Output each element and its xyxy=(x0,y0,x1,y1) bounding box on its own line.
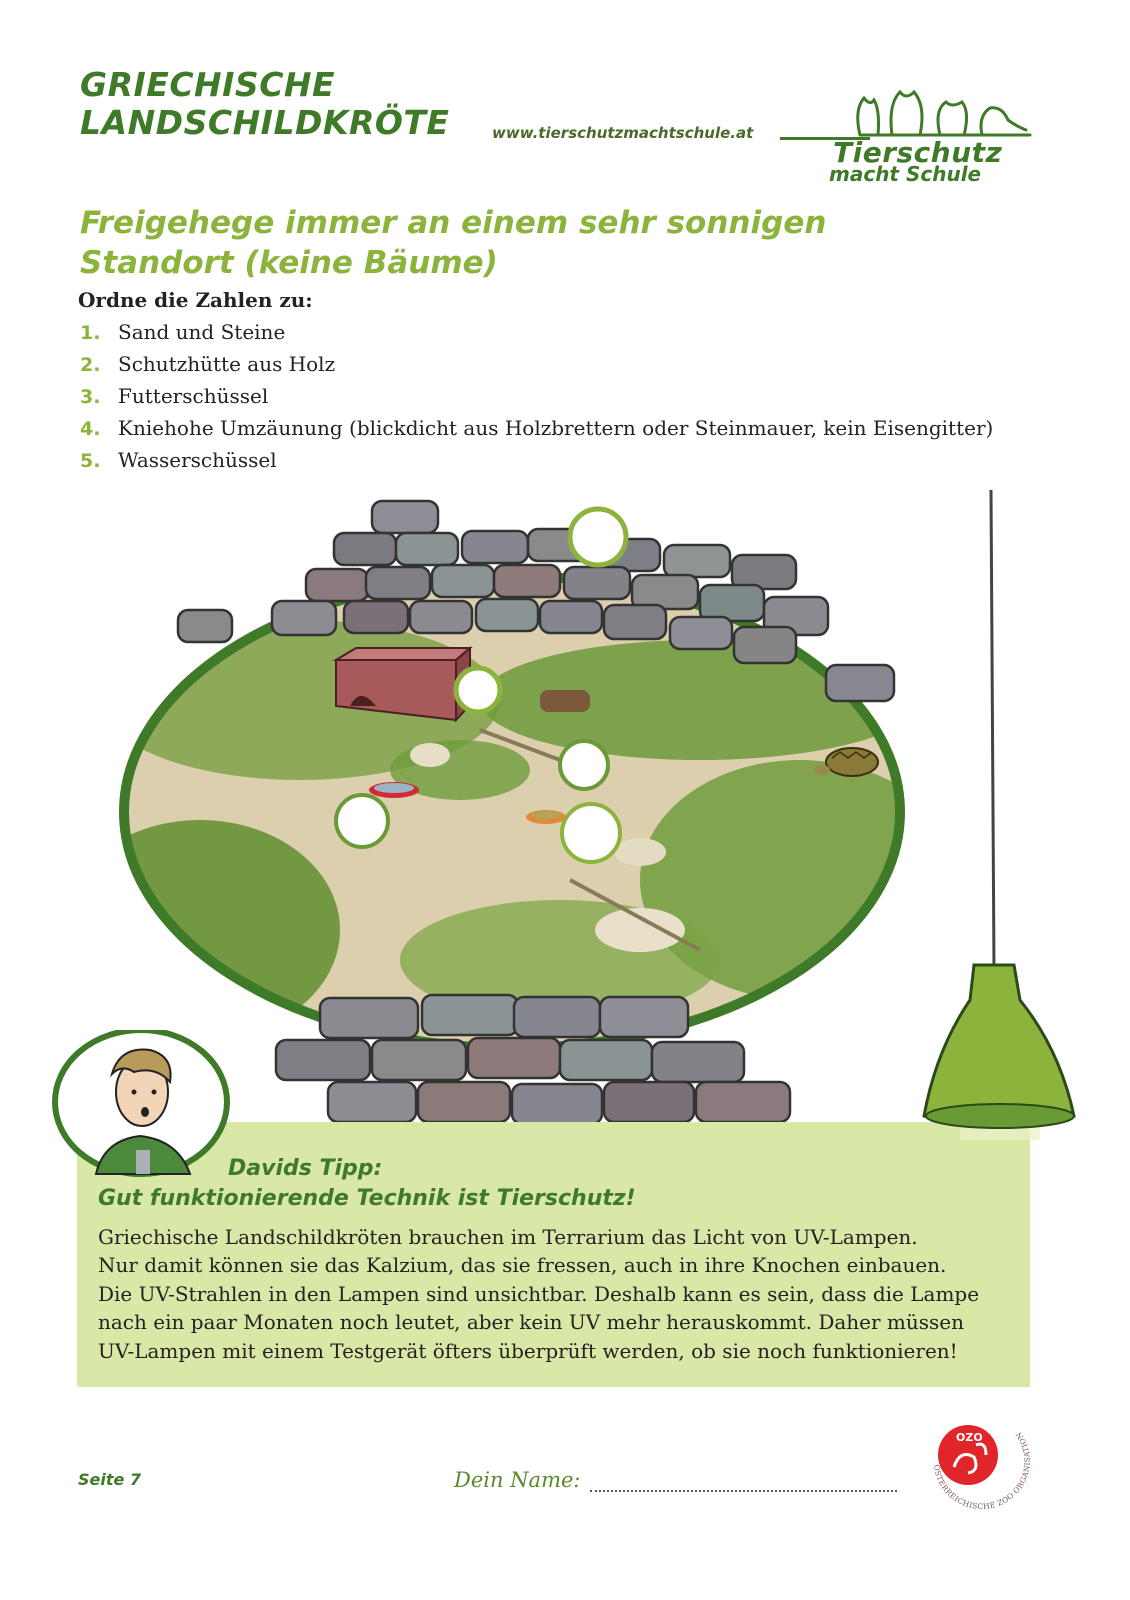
tip-heading: Davids Tipp: xyxy=(228,1156,383,1181)
answer-circle-sand xyxy=(560,741,608,789)
title-line-1: GRIECHISCHE xyxy=(80,65,336,104)
item-label: Futterschüssel xyxy=(118,384,269,408)
tip-line: Nur damit können sie das Kalzium, das sie fressen, auch in ihre Knochen einbauen. xyxy=(98,1253,947,1278)
list-item xyxy=(80,380,993,412)
title-line-2: LANDSCHILDKRÖTE xyxy=(80,103,450,142)
name-label: Dein Name: xyxy=(454,1468,581,1492)
water-bowl-icon xyxy=(369,782,419,798)
numbered-list xyxy=(80,316,993,476)
ozo-logo-icon xyxy=(920,1395,1040,1515)
item-number: 3. xyxy=(80,386,101,408)
answer-circle-shelter xyxy=(456,668,500,712)
list-item xyxy=(80,412,993,444)
answer-circle-wall xyxy=(570,509,626,565)
ozo-org-text: ÖSTERREICHISCHE ZOO ORGANISATION xyxy=(931,1430,1032,1512)
item-number: 4. xyxy=(80,418,101,440)
tip-line: Die UV-Strahlen in den Lampen sind unsichtbar. Deshalb kann es sein, dass die Lampe xyxy=(98,1281,980,1306)
answer-circle-water xyxy=(336,795,388,847)
shelter-hut-icon xyxy=(336,648,470,720)
page-number: Seite 7 xyxy=(78,1470,142,1489)
subtitle-line-2: Standort (keine Bäume) xyxy=(80,245,498,281)
item-number: 2. xyxy=(80,354,101,376)
david-avatar xyxy=(52,1030,230,1178)
list-item xyxy=(80,348,993,380)
item-number: 1. xyxy=(80,322,101,344)
subtitle-line-1: Freigehege immer an einem sehr sonnigen xyxy=(80,205,827,241)
ozo-badge-text: OZO xyxy=(956,1431,983,1444)
logo-text-tierschutz: Tierschutz xyxy=(833,136,1003,169)
logo-text-macht-schule: macht Schule xyxy=(829,162,982,186)
item-label: Kniehohe Umzäunung (blickdicht aus Holzbrettern oder Steinmauer, kein Eisengitter) xyxy=(118,416,994,440)
item-label: Wasserschüssel xyxy=(118,448,277,472)
name-input-line[interactable] xyxy=(590,1490,897,1492)
instruction-heading: Ordne die Zahlen zu: xyxy=(78,288,313,312)
section-subtitle xyxy=(80,203,1060,283)
tip-subheading: Gut funktionierende Technik ist Tierschutz! xyxy=(98,1186,636,1211)
tip-line: nach ein paar Monaten noch leutet, aber kein UV mehr herauskommt. Daher müssen xyxy=(98,1310,965,1335)
website-url[interactable]: www.tierschutzmachtschule.at xyxy=(492,124,754,142)
item-label: Sand und Steine xyxy=(118,320,286,344)
answer-circle-food xyxy=(562,804,620,862)
uv-lamp-icon xyxy=(900,480,1100,1140)
list-item xyxy=(80,444,993,476)
list-item xyxy=(80,316,993,348)
worksheet-title xyxy=(80,66,449,142)
item-label: Schutzhütte aus Holz xyxy=(118,352,336,376)
item-number: 5. xyxy=(80,450,101,472)
tip-line: UV-Lampen mit einem Testgerät öfters überprüft werden, ob sie noch funktionieren! xyxy=(98,1338,958,1363)
tip-line: Griechische Landschildkröten brauchen im Terrarium das Licht von UV-Lampen. xyxy=(98,1225,918,1249)
tip-text xyxy=(98,1223,1018,1365)
food-bowl-icon xyxy=(526,810,566,824)
